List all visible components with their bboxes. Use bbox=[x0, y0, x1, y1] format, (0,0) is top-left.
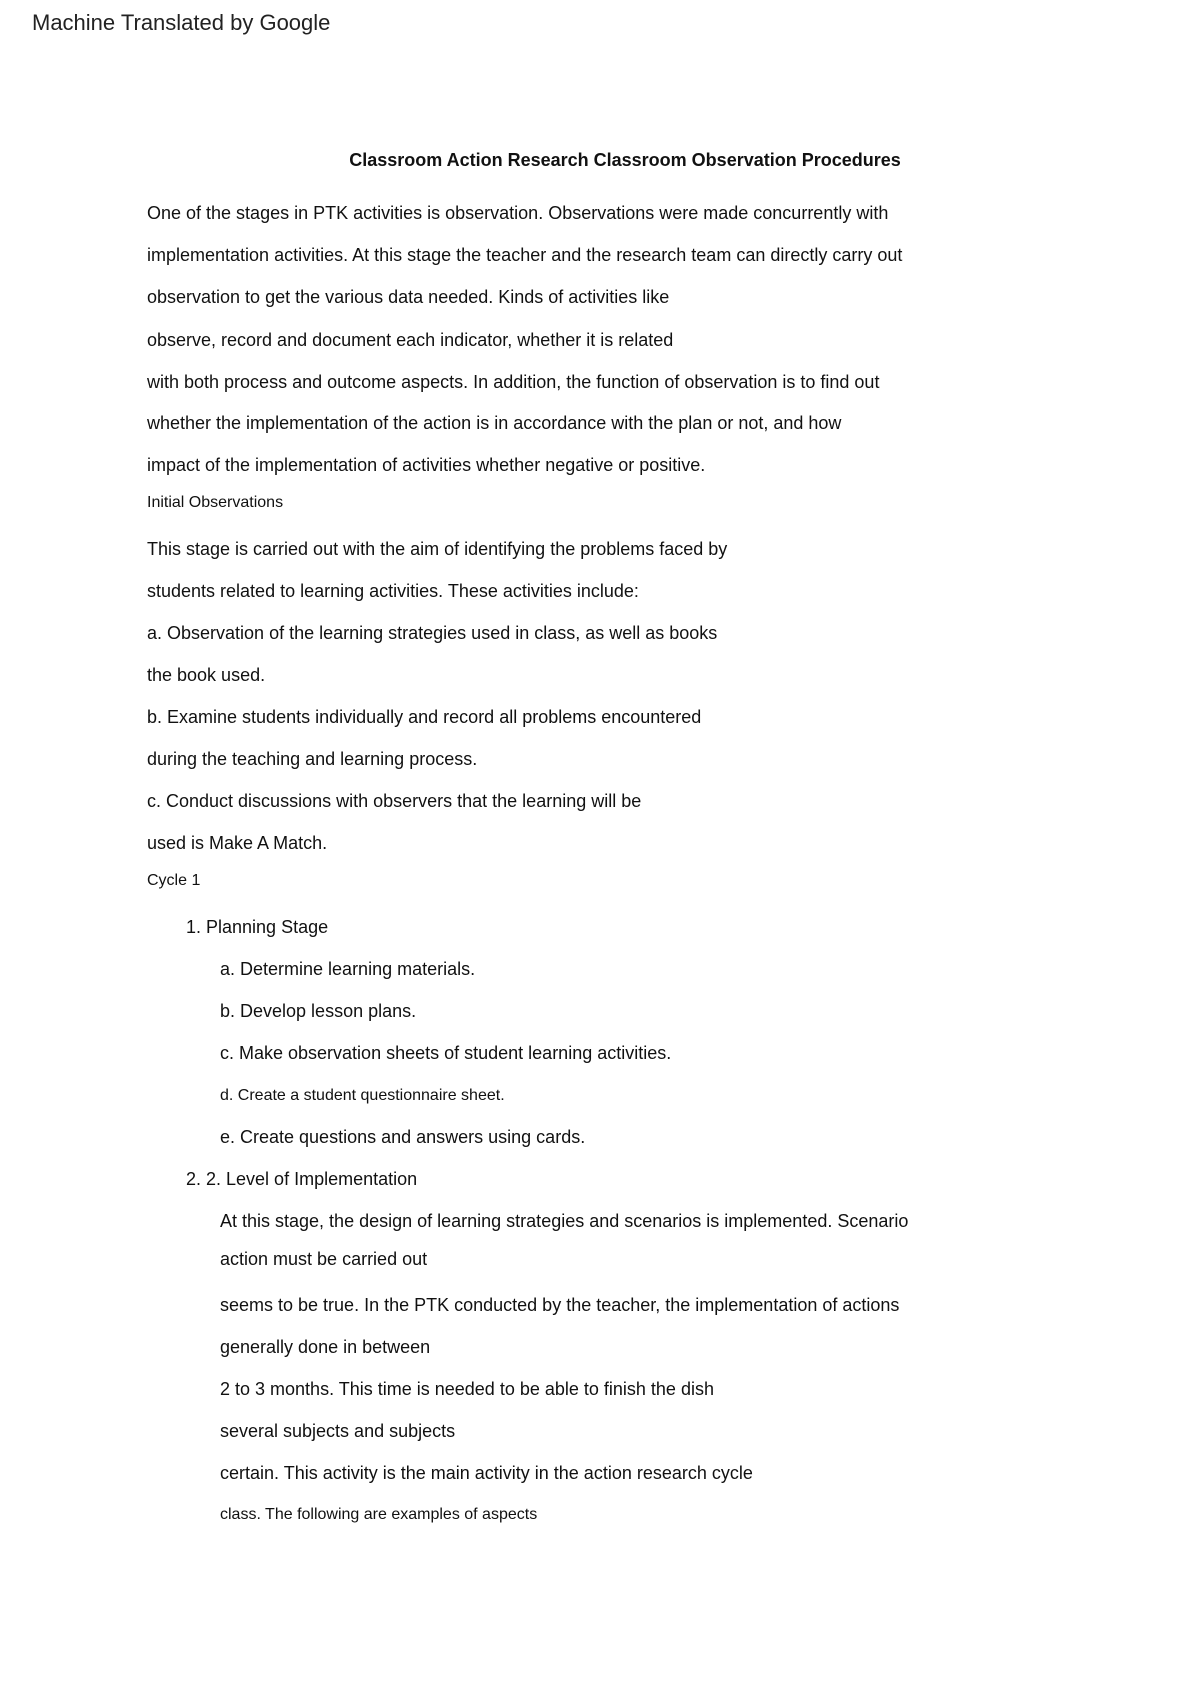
implementation-line: class. The following are examples of aspects bbox=[220, 1506, 538, 1523]
initial-line: c. Conduct discussions with observers that the learning will be bbox=[147, 791, 642, 811]
implementation-heading: 2. 2. Level of Implementation bbox=[186, 1169, 418, 1189]
intro-line: implementation activities. At this stage the teacher and the research team can directly carry out bbox=[147, 245, 903, 265]
initial-line: a. Observation of the learning strategies used in class, as well as books bbox=[147, 623, 718, 643]
machine-translation-banner: Machine Translated by Google bbox=[32, 10, 331, 35]
implementation-line: generally done in between bbox=[220, 1337, 431, 1357]
planning-item: e. Create questions and answers using cards. bbox=[220, 1127, 586, 1147]
planning-item: b. Develop lesson plans. bbox=[220, 1001, 417, 1021]
initial-line: used is Make A Match. bbox=[147, 833, 328, 853]
intro-line: observe, record and document each indicator, whether it is related bbox=[147, 330, 674, 350]
implementation-line: seems to be true. In the PTK conducted by the teacher, the implementation of actions bbox=[220, 1295, 900, 1315]
planning-item: a. Determine learning materials. bbox=[220, 959, 476, 979]
section-heading-cycle-1: Cycle 1 bbox=[147, 872, 201, 889]
planning-stage-heading: 1. Planning Stage bbox=[186, 917, 329, 937]
implementation-line: 2 to 3 months. This time is needed to be able to finish the dish bbox=[220, 1379, 714, 1399]
intro-line: with both process and outcome aspects. In addition, the function of observation is to find out bbox=[147, 372, 880, 392]
document-title: Classroom Action Research Classroom Observation Procedures bbox=[349, 150, 901, 170]
intro-line: impact of the implementation of activities whether negative or positive. bbox=[147, 455, 706, 475]
section-heading-initial-observations: Initial Observations bbox=[147, 494, 284, 511]
intro-line: whether the implementation of the action is in accordance with the plan or not, and how bbox=[147, 413, 842, 433]
intro-line: observation to get the various data needed. Kinds of activities like bbox=[147, 287, 670, 307]
planning-item: d. Create a student questionnaire sheet. bbox=[220, 1087, 505, 1104]
implementation-line: several subjects and subjects bbox=[220, 1421, 456, 1441]
initial-line: during the teaching and learning process. bbox=[147, 749, 478, 769]
initial-line: This stage is carried out with the aim of identifying the problems faced by bbox=[147, 539, 728, 559]
initial-line: students related to learning activities. These activities include: bbox=[147, 581, 639, 601]
initial-line: b. Examine students individually and record all problems encountered bbox=[147, 707, 702, 727]
intro-line: One of the stages in PTK activities is observation. Observations were made concurrently with bbox=[147, 203, 889, 223]
implementation-line: action must be carried out bbox=[220, 1249, 428, 1269]
planning-item: c. Make observation sheets of student learning activities. bbox=[220, 1043, 672, 1063]
implementation-line: At this stage, the design of learning strategies and scenarios is implemented. Scenario bbox=[220, 1211, 909, 1231]
initial-line: the book used. bbox=[147, 665, 266, 685]
implementation-line: certain. This activity is the main activity in the action research cycle bbox=[220, 1463, 753, 1483]
